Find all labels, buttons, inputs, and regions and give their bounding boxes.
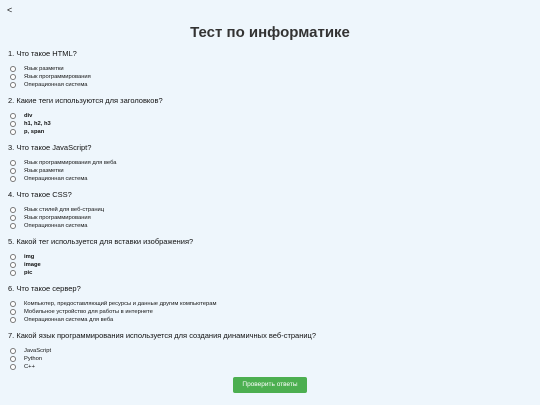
radio-button[interactable] — [10, 215, 16, 221]
question-text: 7. Какой язык программирования используется для создания динамичных веб-страниц? — [8, 331, 317, 340]
radio-button[interactable] — [10, 309, 16, 315]
question-text: 5. Какой тег используется для вставки изображения? — [8, 237, 194, 246]
answer-option[interactable] — [10, 73, 528, 81]
radio-button[interactable] — [10, 317, 16, 323]
answer-label: Язык программирования — [24, 74, 91, 80]
question-text: 4. Что такое CSS? — [8, 190, 72, 199]
answer-option[interactable] — [10, 128, 528, 136]
radio-button[interactable] — [10, 121, 16, 127]
answer-option[interactable] — [10, 316, 528, 324]
answer-option[interactable] — [10, 206, 528, 214]
question-5 — [8, 237, 528, 284]
answer-label: h1, h2, h3 — [24, 121, 51, 127]
answer-label: img — [24, 254, 35, 260]
question-2 — [8, 96, 528, 143]
answer-option[interactable] — [10, 355, 528, 363]
answer-option[interactable] — [10, 65, 528, 73]
answer-label: Мобильное устройство для работы в интернете — [24, 309, 153, 315]
answer-option[interactable] — [10, 300, 528, 308]
answer-option[interactable] — [10, 308, 528, 316]
answer-option[interactable] — [10, 167, 528, 175]
radio-button[interactable] — [10, 113, 16, 119]
answer-option[interactable] — [10, 159, 528, 167]
radio-button[interactable] — [10, 348, 16, 354]
page-title: Тест по информатике — [190, 24, 350, 41]
answer-option[interactable] — [10, 363, 528, 371]
answer-option[interactable] — [10, 222, 528, 230]
question-text: 3. Что такое JavaScript? — [8, 143, 92, 152]
radio-button[interactable] — [10, 356, 16, 362]
radio-button[interactable] — [10, 160, 16, 166]
answer-label: Язык стилей для веб-страниц — [24, 207, 105, 213]
answer-option[interactable] — [10, 347, 528, 355]
question-4 — [8, 190, 528, 237]
radio-button[interactable] — [10, 207, 16, 213]
answer-option[interactable] — [10, 261, 528, 269]
answer-label: div — [24, 113, 33, 119]
radio-button[interactable] — [10, 364, 16, 370]
question-7 — [8, 331, 528, 378]
answer-option[interactable] — [10, 112, 528, 120]
answer-label: Язык программирования — [24, 215, 91, 221]
question-1 — [8, 49, 528, 96]
answer-option[interactable] — [10, 81, 528, 89]
radio-button[interactable] — [10, 82, 16, 88]
answer-label: Операционная система — [24, 176, 88, 182]
answer-label: Язык разметки — [24, 66, 64, 72]
radio-button[interactable] — [10, 129, 16, 135]
answer-label: pic — [24, 270, 33, 276]
check-answers-button[interactable]: Проверить ответы — [233, 377, 307, 393]
answer-label: Язык разметки — [24, 168, 64, 174]
answer-option[interactable] — [10, 253, 528, 261]
question-text: 1. Что такое HTML? — [8, 49, 77, 58]
answer-option[interactable] — [10, 120, 528, 128]
answer-option[interactable] — [10, 175, 528, 183]
radio-button[interactable] — [10, 66, 16, 72]
answer-label: JavaScript — [24, 348, 52, 354]
answer-label: Операционная система — [24, 82, 88, 88]
radio-button[interactable] — [10, 223, 16, 229]
answer-label: Язык программирования для веба — [24, 160, 117, 166]
radio-button[interactable] — [10, 262, 16, 268]
answer-option[interactable] — [10, 269, 528, 277]
back-button[interactable]: < — [7, 5, 13, 15]
answer-label: Компьютер, предоставляющий ресурсы и данные другим компьютерам — [24, 301, 217, 307]
radio-button[interactable] — [10, 168, 16, 174]
answer-option[interactable] — [10, 214, 528, 222]
radio-button[interactable] — [10, 74, 16, 80]
answer-label: C++ — [24, 364, 35, 370]
radio-button[interactable] — [10, 301, 16, 307]
answer-label: image — [24, 262, 41, 268]
question-text: 6. Что такое сервер? — [8, 284, 81, 293]
question-text: 2. Какие теги используются для заголовков? — [8, 96, 163, 105]
radio-button[interactable] — [10, 176, 16, 182]
answer-label: Python — [24, 356, 43, 362]
question-list — [8, 49, 528, 378]
radio-button[interactable] — [10, 270, 16, 276]
radio-button[interactable] — [10, 254, 16, 260]
question-6 — [8, 284, 528, 331]
answer-label: Операционная система для веба — [24, 317, 114, 323]
answer-label: Операционная система — [24, 223, 88, 229]
answer-label: p, span — [24, 129, 45, 135]
question-3 — [8, 143, 528, 190]
